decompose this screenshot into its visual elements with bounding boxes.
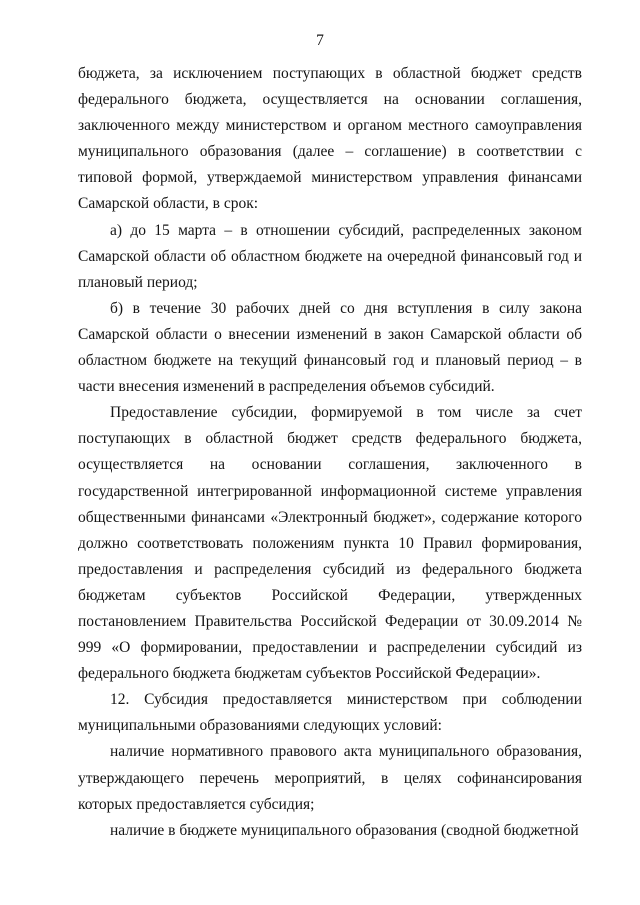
paragraph-item-b: б) в течение 30 рабочих дней со дня вступления в силу закона Самарской области о внесении изменений в закон Самарской области об областном бюджете на текущий финансовый год и плановый период – в части внесения изменений в распределения объемов субсидий.	[78, 299, 582, 396]
paragraph-condition-legal-act: наличие нормативного правового акта муниципального образования, утверждающего перечень мероприятий, в целях софинансирования которых предоставляется субсидия;	[78, 743, 582, 813]
paragraph-item-a: а) до 15 марта – в отношении субсидий, распределенных законом Самарской области об областном бюджете на очередной финансовый год и плановый период;	[78, 221, 582, 291]
paragraph-condition-budget: наличие в бюджете муниципального образования (сводной бюджетной	[110, 821, 579, 839]
paragraph-continuation: бюджета, за исключением поступающих в областной бюджет средств федерального бюджета, осуществляется на основании соглашения, заключенного между министерством и органом местного самоуправления муниципального образования (далее – соглашение) в соответствии с типовой формой, утверждаемой министерством управления финансами Самарской области, в срок:	[78, 65, 582, 213]
page-number: 7	[316, 32, 324, 49]
document-body	[78, 61, 582, 844]
paragraph-clause-12: 12. Субсидия предоставляется министерством при соблюдении муниципальными образованиями следующих условий:	[78, 691, 582, 735]
paragraph-subsidy-agreement: Предоставление субсидии, формируемой в том числе за счет поступающих в областной бюджет средств федерального бюджета, осуществляется на основании соглашения, заключенного в государственной интегрированной информационной системе управления общественными финансами «Электронный бюджет», содержание которого должно соответствовать положениям пункта 10 Правил формирования, предоставления и распределения субсидий из федерального бюджета бюджетам субъектов Российской Федерации, утвержденных постановлением Правительства Российской Федерации от 30.09.2014 № 999 «О формировании, предоставлении и распределении субсидий из федерального бюджета бюджетам субъектов Российской Федерации».	[78, 404, 582, 683]
